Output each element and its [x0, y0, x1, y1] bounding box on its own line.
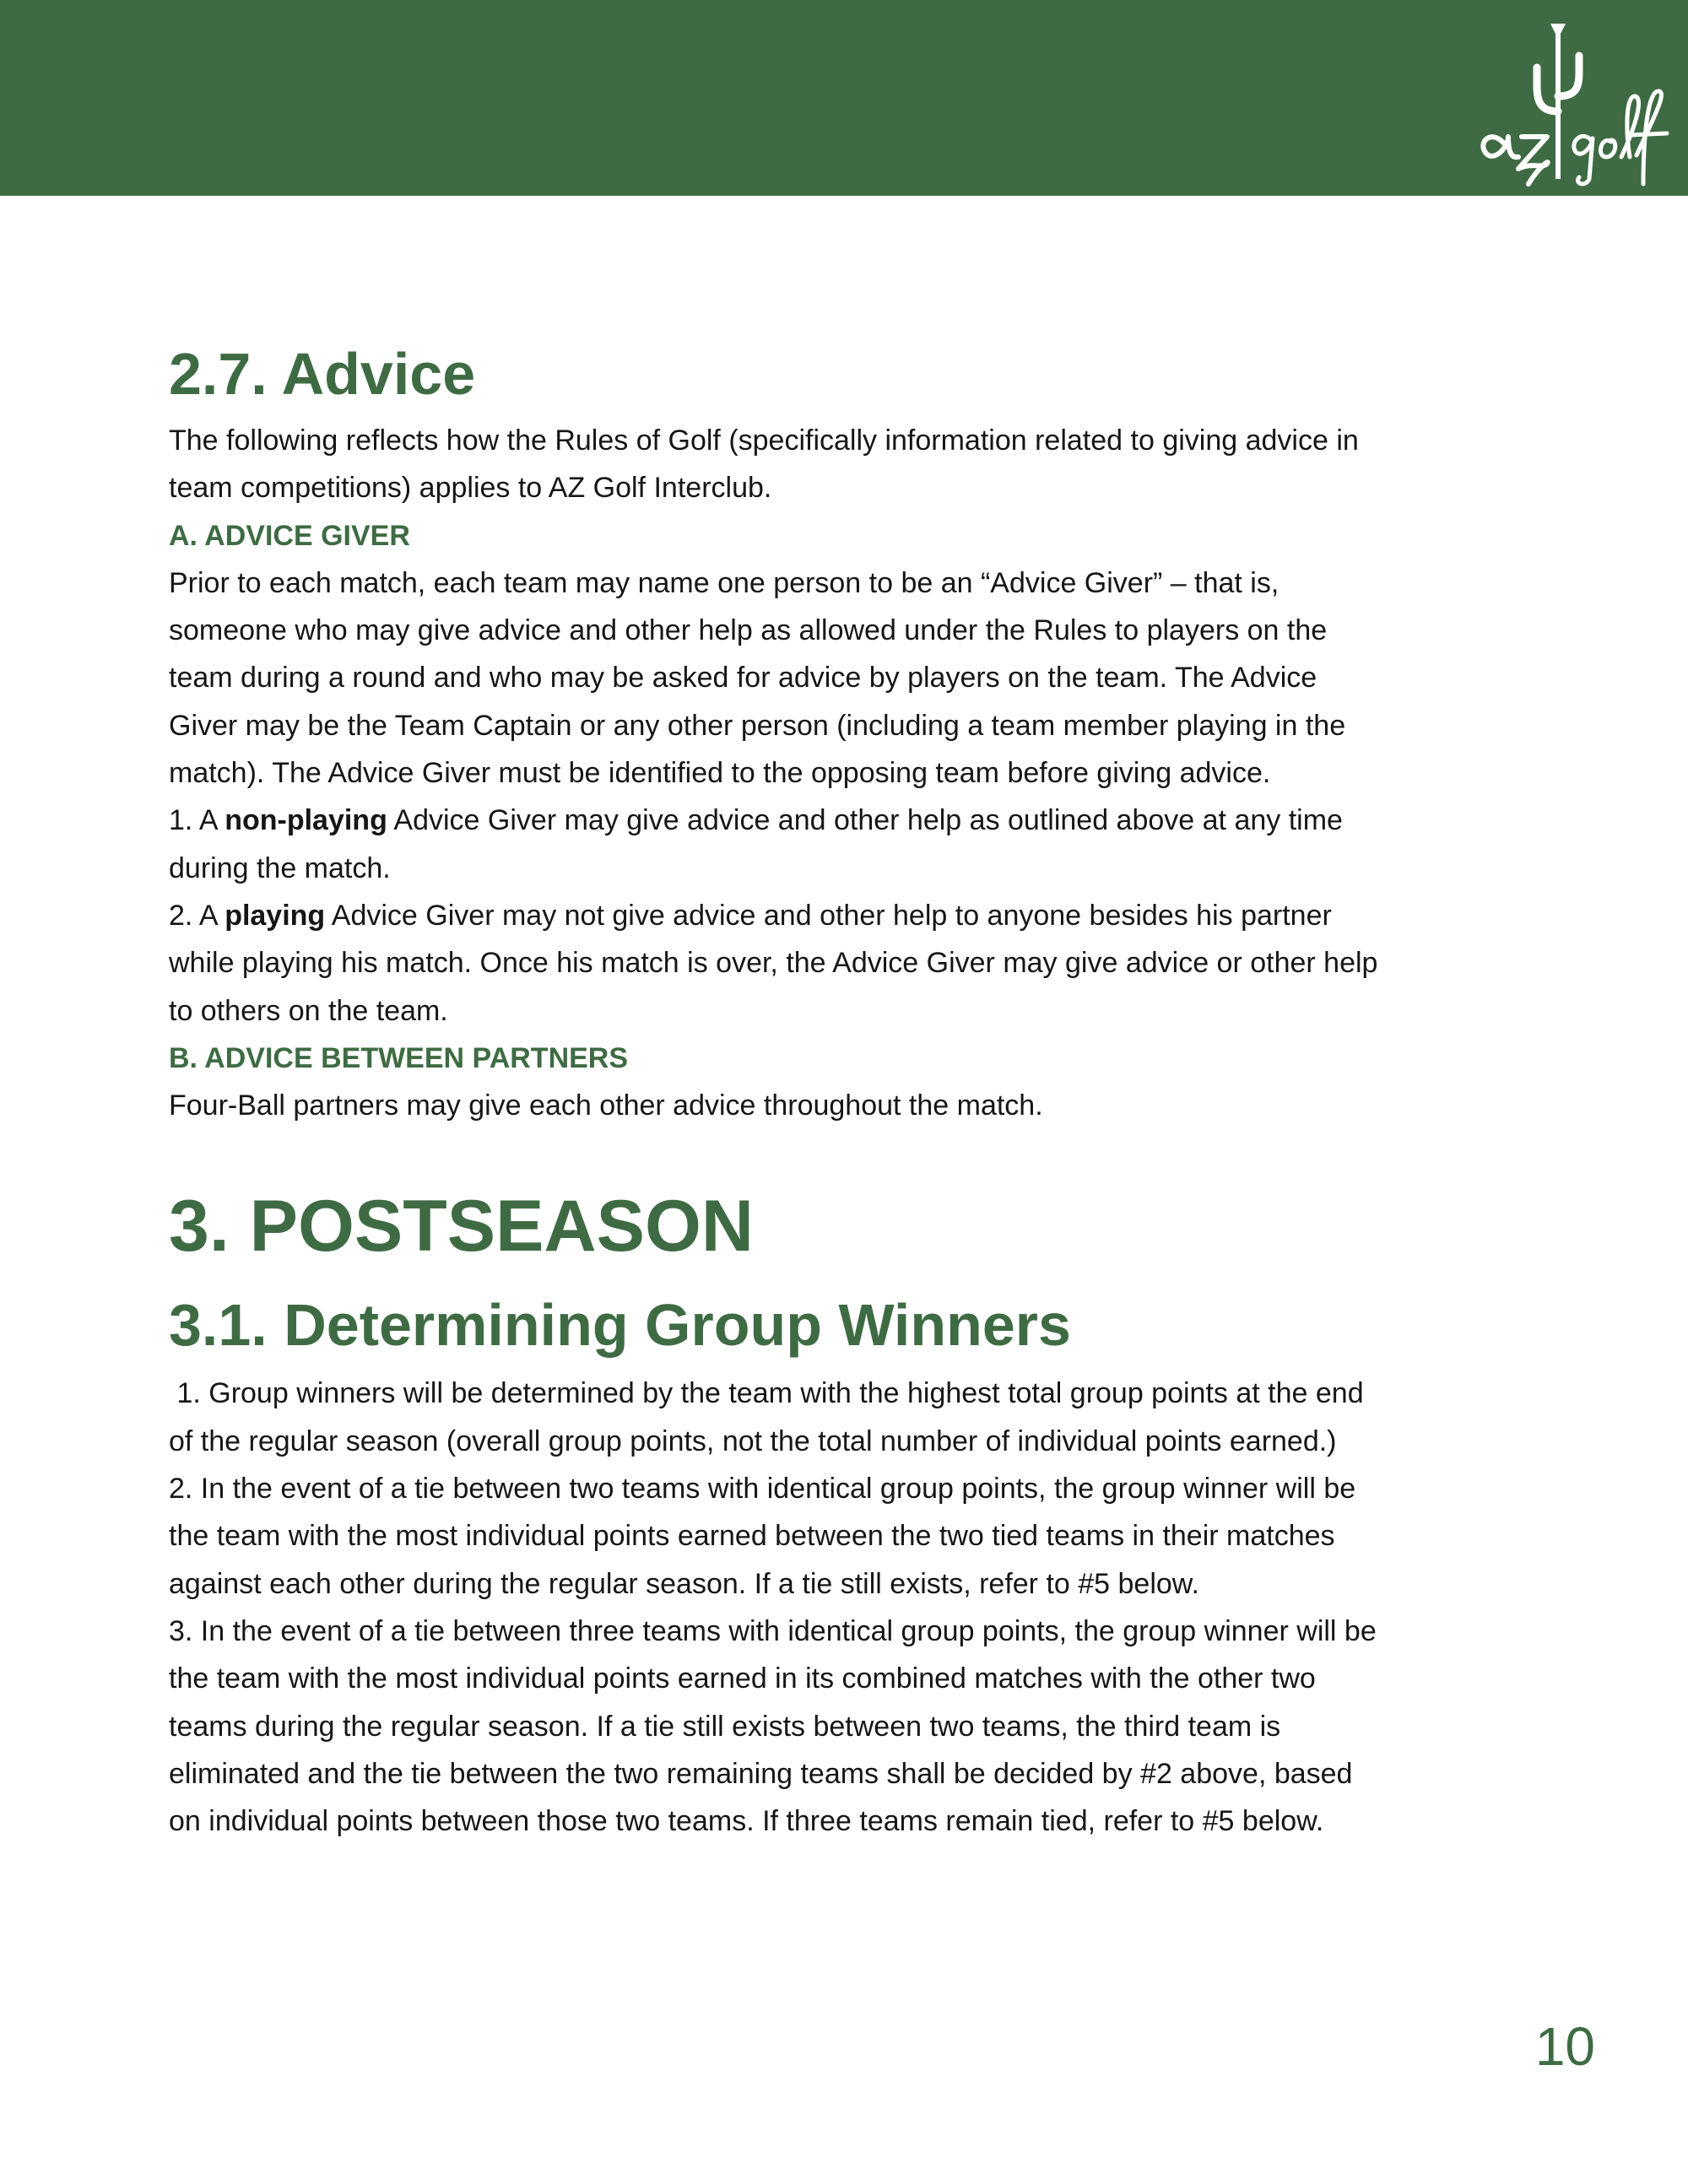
advice-item-2-continued: while playing his match. Once his match is over, the Advice Giver may give advice or other help — [169, 947, 1378, 980]
group-winners-line: of the regular season (overall group points, not the total number of individual points earned.) — [169, 1424, 1337, 1457]
advice-giver-line: Giver may be the Team Captain or any other person (including a team member playing in the — [169, 709, 1346, 742]
group-winners-line: 2. In the event of a tie between two teams with identical group points, the group winner will be — [169, 1473, 1356, 1506]
item-emphasis: playing — [225, 899, 326, 932]
group-winners-line: the team with the most individual points earned in its combined matches with the other two — [169, 1662, 1316, 1695]
advice-intro-line: The following reflects how the Rules of Golf (specifically information related to giving advice in — [169, 424, 1359, 457]
group-winners-line: on individual points between those two teams. If three teams remain tied, refer to #5 below. — [169, 1805, 1324, 1838]
advice-giver-line: match). The Advice Giver must be identified to the opposing team before giving advice. — [169, 757, 1271, 790]
item-text: Advice Giver may give advice and other help as outlined above at any time — [387, 804, 1343, 837]
group-winners-line: teams during the regular season. If a tie still exists between two teams, the third team is — [169, 1710, 1281, 1743]
group-winners-line: the team with the most individual points earned between the two tied teams in their matches — [169, 1520, 1335, 1553]
page-content — [169, 333, 1485, 1845]
advice-intro-line: team competitions) applies to AZ Golf Interclub. — [169, 472, 772, 505]
group-winners-line: eliminated and the tie between the two remaining teams shall be decided by #2 above, based — [169, 1757, 1353, 1790]
section-heading-advice: 2.7. Advice — [169, 341, 476, 407]
group-winners-line: 3. In the event of a tie between three teams with identical group points, the group winner will be — [169, 1614, 1377, 1647]
advice-item-2 — [169, 892, 1485, 939]
az-golf-logo — [1456, 19, 1671, 187]
section-heading-group-winners: 3.1. Determining Group Winners — [169, 1292, 1071, 1359]
advice-item-1-continued: during the match. — [169, 851, 391, 884]
chapter-heading-postseason: 3. POSTSEASON — [169, 1186, 754, 1268]
advice-giver-line: Prior to each match, each team may name one person to be an “Advice Giver” – that is, — [169, 566, 1280, 599]
item-prefix: 1. A — [169, 804, 225, 837]
page-number: 10 — [1534, 2016, 1595, 2077]
item-prefix: 2. A — [169, 899, 225, 932]
group-winners-line: 1. Group winners will be determined by the team with the highest total group points at the end — [169, 1377, 1364, 1410]
group-winners-line: against each other during the regular season. If a tie still exists, refer to #5 below. — [169, 1567, 1199, 1600]
advice-item-2-continued: to others on the team. — [169, 994, 448, 1027]
advice-giver-line: someone who may give advice and other help as allowed under the Rules to players on the — [169, 614, 1328, 647]
header-band — [0, 0, 1688, 196]
subheading-advice-giver: A. ADVICE GIVER — [169, 519, 410, 552]
subheading-advice-between-partners: B. ADVICE BETWEEN PARTNERS — [169, 1041, 629, 1074]
advice-item-1 — [169, 797, 1485, 844]
advice-partners-line: Four-Ball partners may give each other advice throughout the match. — [169, 1089, 1043, 1122]
item-text: Advice Giver may not give advice and other help to anyone besides his partner — [325, 899, 1332, 932]
item-emphasis: non-playing — [225, 804, 387, 837]
advice-giver-line: team during a round and who may be asked for advice by players on the team. The Advice — [169, 662, 1317, 695]
